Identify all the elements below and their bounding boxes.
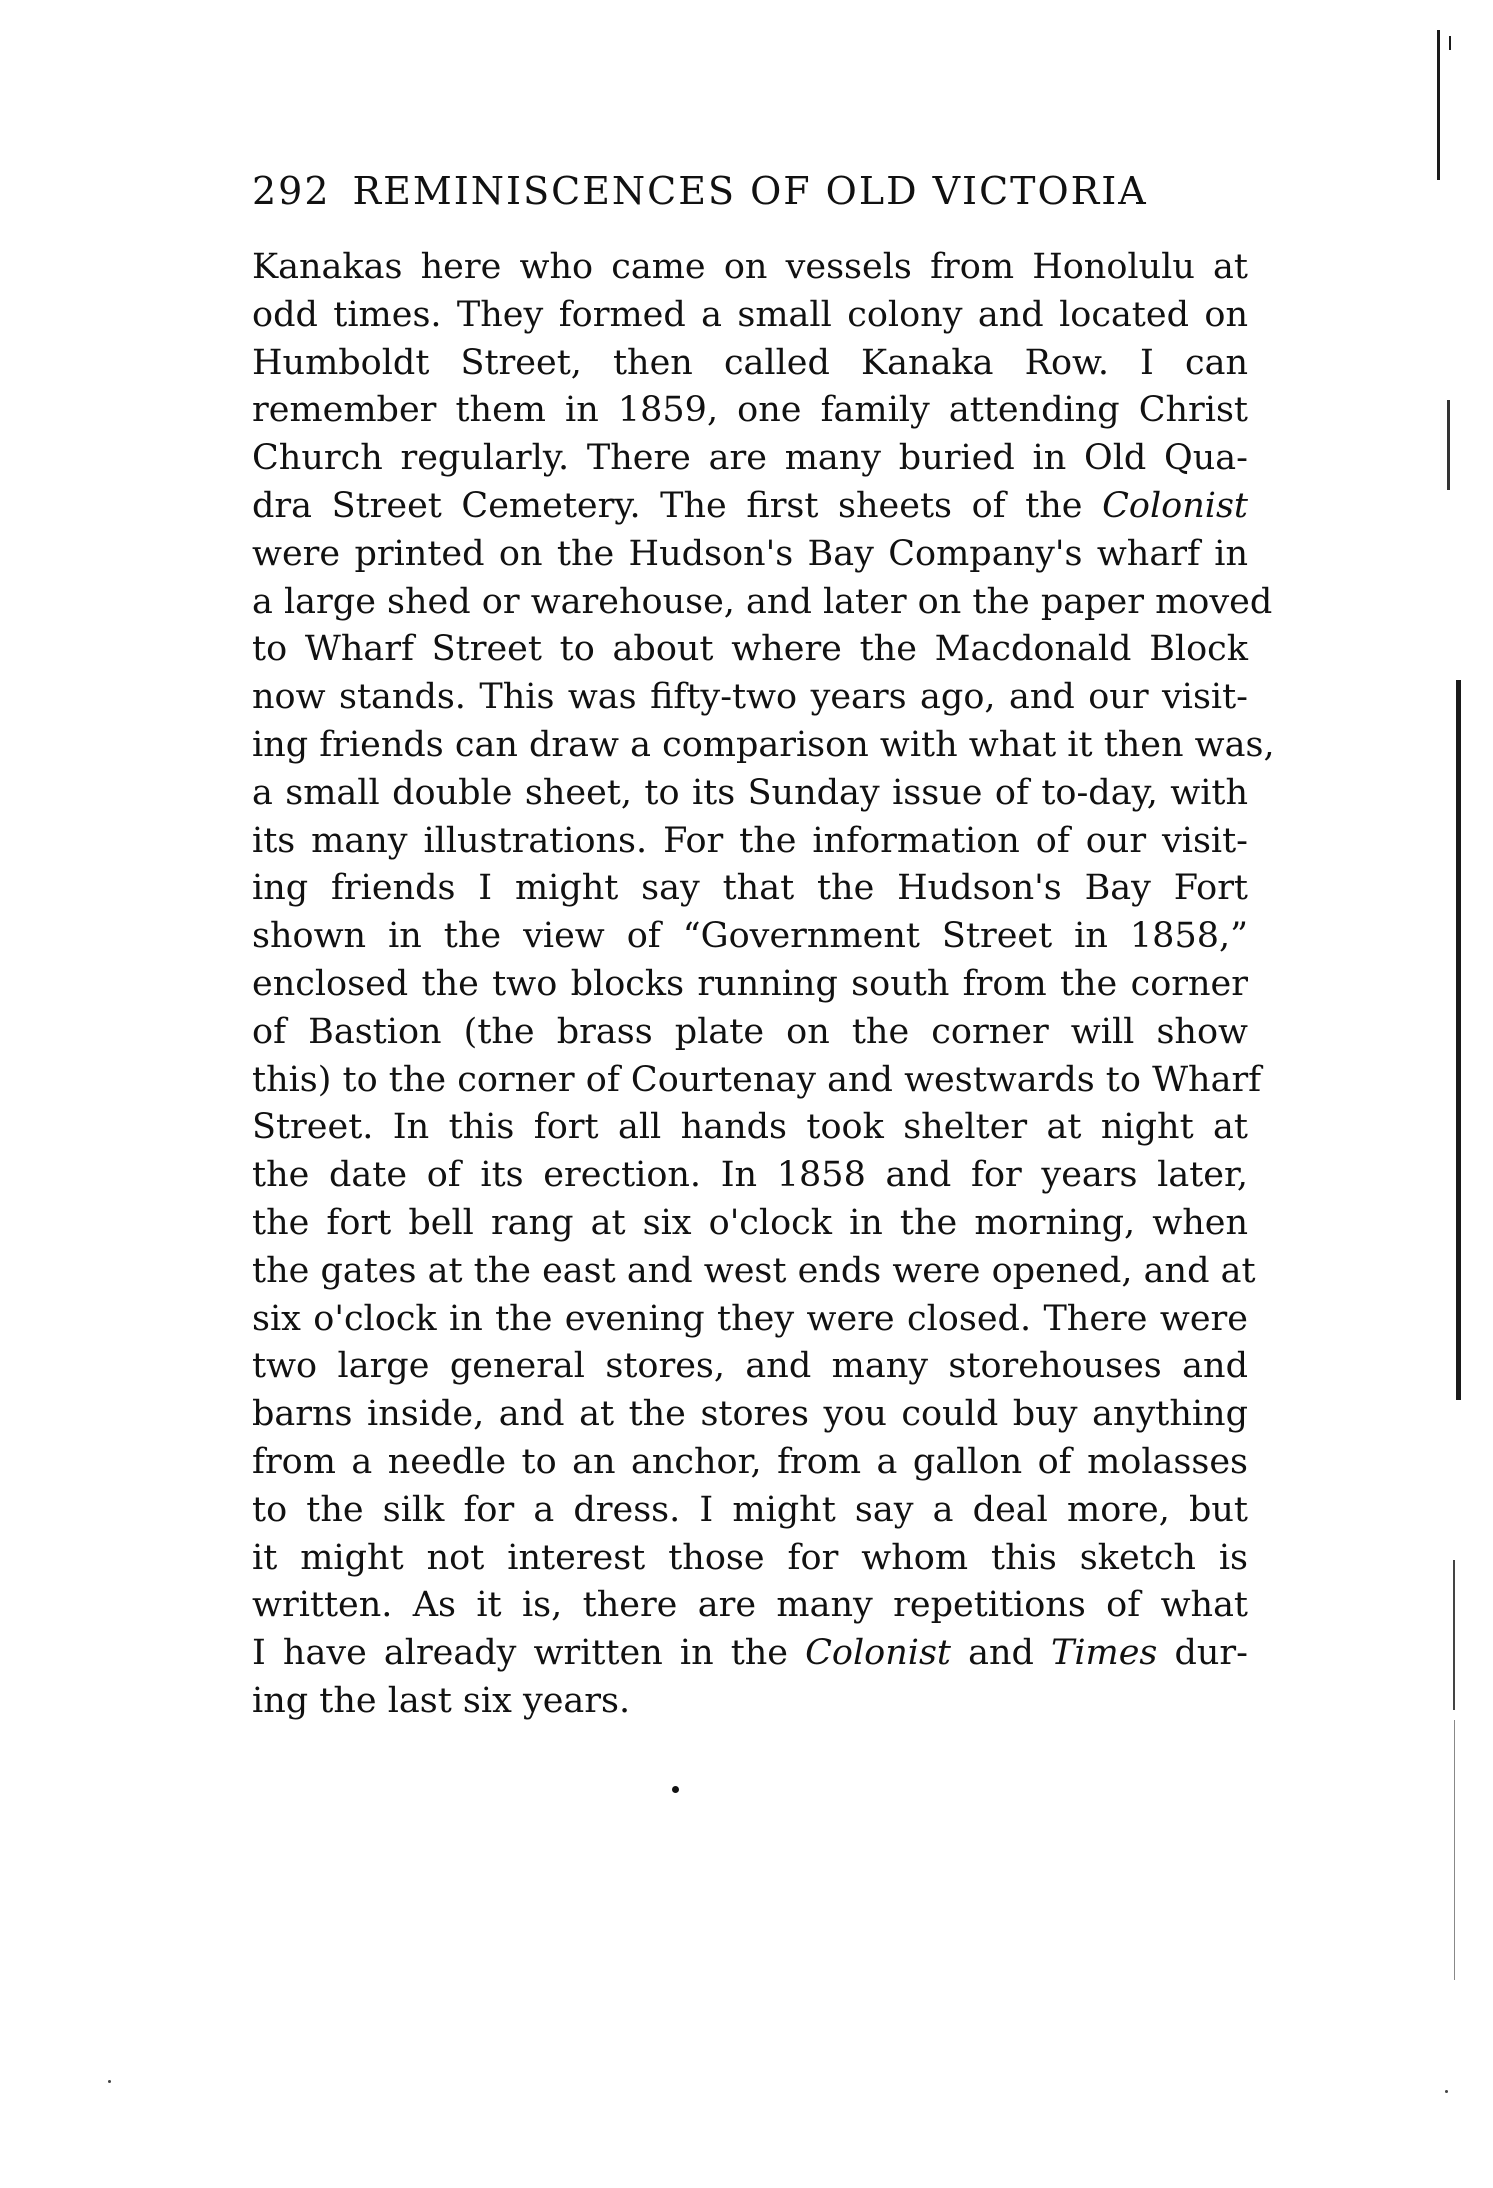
- text-line: two large general stores, and many storehouses and: [252, 1346, 1248, 1387]
- text-line: ing friends I might say that the Hudson's Bay Fort: [252, 868, 1248, 909]
- running-title: REMINISCENCES OF OLD VICTORIA: [352, 169, 1148, 213]
- scan-edge-mark: [1454, 1720, 1455, 1980]
- text-span: dra Street Cemetery. The first sheets of the: [252, 485, 1103, 526]
- text-line: to Wharf Street to about where the Macdonald Block: [252, 629, 1248, 670]
- scan-edge-mark: [1437, 30, 1440, 180]
- scan-edge-mark: [1453, 1560, 1455, 1710]
- page-number: 292: [252, 169, 331, 213]
- scan-edge-mark: [1447, 400, 1450, 490]
- text-line: remember them in 1859, one family attending Christ: [252, 390, 1248, 431]
- text-line: its many illustrations. For the information of our visit-: [252, 820, 1248, 861]
- italic-title: Colonist: [805, 1633, 951, 1674]
- text-line: to the silk for a dress. I might say a deal more, but: [252, 1489, 1248, 1530]
- text-line: a small double sheet, to its Sunday issue of to-day, with: [252, 772, 1248, 813]
- text-line: six o'clock in the evening they were closed. There were: [252, 1298, 1248, 1339]
- text-span: and: [951, 1633, 1051, 1674]
- text-span: dur-: [1157, 1633, 1248, 1674]
- text-line: now stands. This was fifty-two years ago, and our visit-: [252, 677, 1248, 718]
- scan-speck: [1445, 2090, 1448, 2093]
- text-line: enclosed the two blocks running south from the corner: [252, 963, 1248, 1004]
- text-line: of Bastion (the brass plate on the corner will show: [252, 1011, 1248, 1052]
- text-line: written. As it is, there are many repetitions of what: [252, 1585, 1248, 1626]
- italic-title: Times: [1050, 1633, 1158, 1674]
- text-line: Kanakas here who came on vessels from Honolulu at: [252, 247, 1248, 287]
- text-line: ing friends can draw a comparison with what it then was,: [252, 724, 1275, 765]
- text-line: Humboldt Street, then called Kanaka Row. I can: [252, 342, 1248, 383]
- text-line: the fort bell rang at six o'clock in the morning, when: [252, 1202, 1248, 1243]
- body-text: [252, 244, 1275, 1726]
- scan-speck: [108, 2080, 111, 2083]
- text-line: [252, 1630, 1248, 1678]
- text-line: this) to the corner of Courtenay and westwards to Wharf: [252, 1059, 1262, 1100]
- text-line: from a needle to an anchor, from a gallon of molasses: [252, 1441, 1248, 1482]
- text-line: barns inside, and at the stores you could buy anything: [252, 1394, 1248, 1435]
- text-span: I have already written in the: [252, 1633, 806, 1674]
- text-line: it might not interest those for whom this sketch is: [252, 1537, 1248, 1578]
- scan-edge-mark: [1456, 680, 1461, 1400]
- text-line: the date of its erection. In 1858 and for years later,: [252, 1155, 1248, 1196]
- text-line: Church regularly. There are many buried in Old Qua-: [252, 438, 1248, 479]
- ornament-dot: [672, 1786, 679, 1793]
- text-line: a large shed or warehouse, and later on the paper moved: [252, 581, 1273, 622]
- text-line: shown in the view of “Government Street in 1858,”: [252, 916, 1248, 957]
- text-line: ing the last six years.: [252, 1680, 631, 1721]
- italic-title: Colonist: [1102, 485, 1248, 526]
- text-line: Street. In this fort all hands took shelter at night at: [252, 1107, 1248, 1148]
- running-head: [252, 166, 1252, 216]
- text-line: [252, 483, 1248, 531]
- text-line: were printed on the Hudson's Bay Company's wharf in: [252, 533, 1248, 574]
- scan-edge-mark: [1449, 36, 1451, 50]
- text-line: the gates at the east and west ends were opened, and at: [252, 1250, 1256, 1291]
- text-line: odd times. They formed a small colony and located on: [252, 294, 1248, 335]
